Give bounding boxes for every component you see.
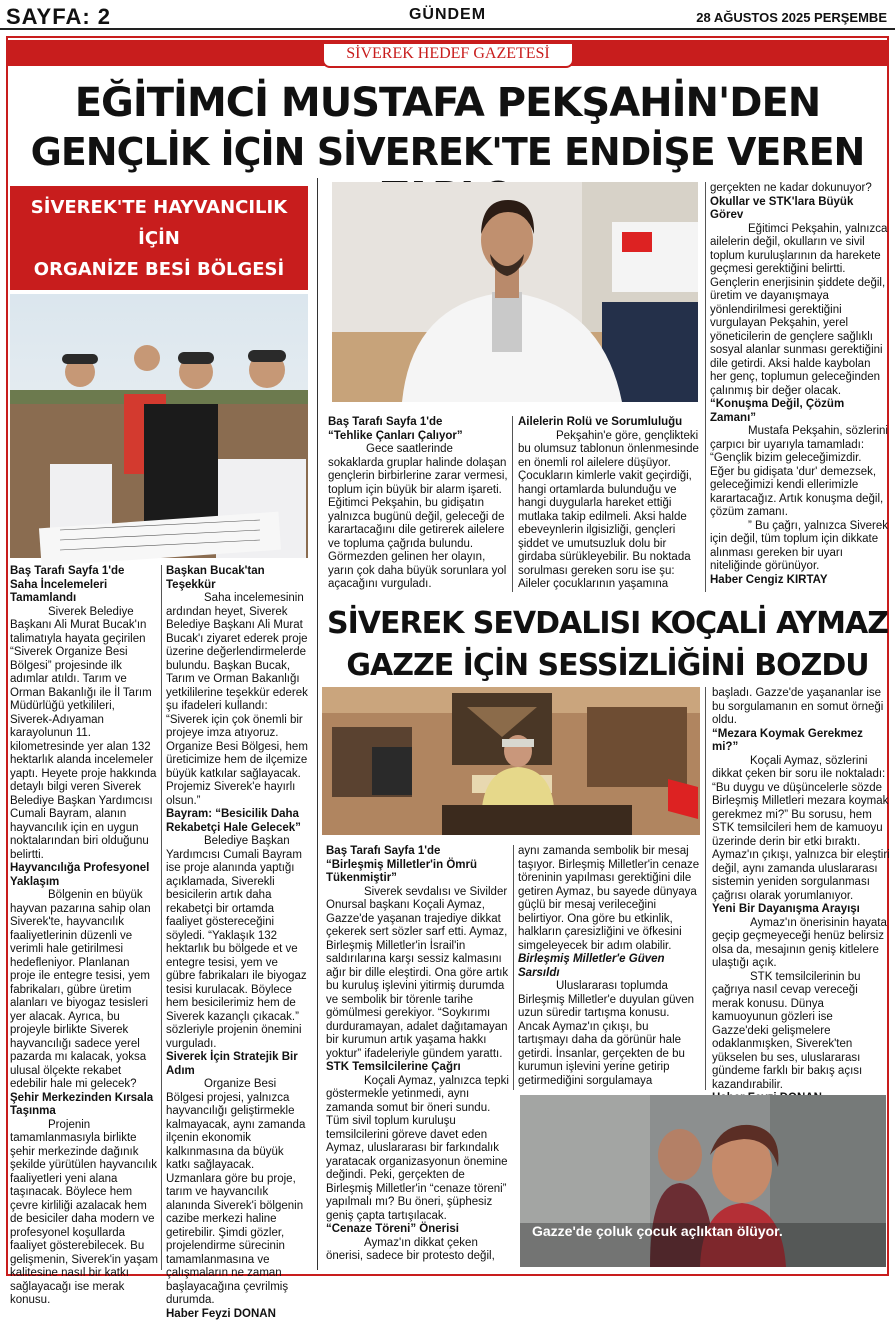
subheading: Saha İncelemeleri Tamamlandı bbox=[10, 579, 158, 606]
paragraph: gerçekten ne kadar dokunuyor? bbox=[710, 182, 888, 196]
paragraph: Belediye Başkan Yardımcısı Cumali Bayram ise proje alanında yaptığı açıklamada, Siverekli besicilerin artık daha rekabetçi bir ortamda faaliyet göstereceğini söyledi. “Yaklaşık 132 hektarlık bu bölgede et ve entegre tesisi, yem ve gübre fabrikaları ile biyogaz tesisi kurulacak. Böylece hem besicilerimiz hem de Siverek kazançlı çıkacak.” sözleriyle projenin önemini vurguladı. bbox=[166, 835, 310, 1051]
section-title: GÜNDEM bbox=[0, 6, 895, 24]
headline-2-line-1: SİVEREK SEVDALISI KOÇALİ AYMAZ bbox=[320, 606, 895, 641]
paragraph: STK temsilcilerinin bu çağrıya nasıl cevap vereceği merak konusu. Dünya kamuoyunun gözleri ise Gazze'deki gelişmelere odaklanmışken, Siverek'ten yükselen bu ses, uluslararası gündeme farklı bir bakış açısı kazandırabilir. bbox=[712, 971, 890, 1093]
gaza-photo-caption: Gazze'de çoluk çocuk açlıktan ölüyor. bbox=[532, 1223, 783, 1239]
paragraph: Saha incelemesinin ardından heyet, Siverek Belediye Başkanı Ali Murat Bucak'ı ziyaret ederek proje üzerine değerlendirmelerde bulundu. Başkan Bucak, Tarım ve Orman Bakanlığı yetkililerine teşekkür ederek şu ifadeleri kullandı: “Siverek için çok önemli bir projeye imza atıyoruz. Organize Besi Bölgesi, hem üreticimize hem de ilçemize büyük katkılar sağlayacak. Projemiz Siverek'e hayırlı olsun.” bbox=[166, 592, 310, 808]
subheading: Yeni Bir Dayanışma Arayışı bbox=[712, 903, 890, 917]
column-divider bbox=[512, 416, 513, 592]
paragraph: Koçali Aymaz, yalnızca tepki göstermekle yetinmedi, aynı zamanda somut bir öneri sundu. Tüm sivil toplum kuruluşu temsilcilerini göreve davet eden Aymaz, uluslararası bir farkındalık yaratacak organizasyonun önemine değindi. Peki, gerçekten de Birleşmiş Milletler'in “cenaze töreni” yapılmalı mı? Bu öneri, şüphesiz geniş çapta tartışılacak. bbox=[326, 1075, 510, 1224]
subheading: Okullar ve STK'lara Büyük Görev bbox=[710, 196, 888, 223]
subheading: Siverek İçin Stratejik Bir Adım bbox=[166, 1051, 310, 1078]
paragraph: Eğitimci Pekşahin, yalnızca ailelerin değil, okulların ve sivil toplum kuruluşlarının da harekete geçmesi gerektiğini belirtti. Gençlerin enerjisinin şiddete değil, üretim ve dayanışmaya yönlendirilmesi gerektiğini vurgulayan Pekşahin, yerel yöneticilerin de gençlere sağlıklı sosyal alanlar sunması gerektiğini dile getirdi. Aksi halde kaybolan her genç, toplumun geleceğinden çalınmış bir değer olacak. bbox=[710, 223, 888, 399]
paragraph: Projenin tamamlanmasıyla birlikte şehir merkezinde dağınık şekilde yürütülen hayvancılık faaliyetleri yeni alana taşınacak. Böylece hem çevre kirliliği azalacak hem de besiciler daha modern ve profesyonel koşullarda faaliyet gösterebilecek. Bu gelişmenin, Siverek'in yaşam kalitesine nasıl bir katkı sağlayacağı ise merak konusu. bbox=[10, 1119, 158, 1308]
sidebar-headline-line-1: SİVEREK'TE HAYVANCILIK İÇİN bbox=[10, 192, 308, 254]
paragraph: ” Bu çağrı, yalnızca Siverek için değil, tüm toplum için dikkate alınması gereken bir uyarı niteliğinde görünüyor. bbox=[710, 520, 888, 574]
sidebar-divider bbox=[317, 178, 318, 1270]
office-photo bbox=[322, 687, 700, 835]
paragraph: Siverek Belediye Başkanı Ali Murat Bucak'ın talimatıyla hayata geçirilen “Siverek Organize Besi Bölgesi” projesinde ilk adımlar atıldı. Tarım ve Orman Bakanlığı ile İl Tarım Müdürlüğü yetkilileri, Siverek-Adıyaman karayolunun 11. kilometresinde yer alan 132 hektarlık alanda incelemeler yaptı. Heyete proje hakkında detaylı bilgi veren Siverek Belediye Başkan Yardımcısı Cumali Bayram, alanın hayvancılık için en uygun noktalarından biri olduğunu belirtti. bbox=[10, 606, 158, 863]
subheading: Haber Cengiz KIRTAY bbox=[710, 574, 888, 588]
article-1-column-1 bbox=[328, 416, 508, 592]
subheading: Baş Tarafı Sayfa 1'de bbox=[10, 565, 158, 579]
subheading: STK Temsilcilerine Çağrı bbox=[326, 1061, 510, 1075]
paragraph: Aymaz'ın dikkat çeken önerisi, sadece bir protesto değil, bbox=[326, 1237, 510, 1264]
subheading: Ailelerin Rolü ve Sorumluluğu bbox=[518, 416, 702, 430]
subheading: Baş Tarafı Sayfa 1'de bbox=[326, 845, 510, 859]
sidebar-headline bbox=[10, 186, 308, 290]
column-divider bbox=[161, 565, 162, 1270]
subheading: “Konuşma Değil, Çözüm Zamanı” bbox=[710, 398, 888, 425]
gaza-children-photo bbox=[520, 1095, 886, 1267]
sidebar-column-1 bbox=[10, 565, 158, 1308]
subheading: Hayvancılığa Profesyonel Yaklaşım bbox=[10, 862, 158, 889]
headline-1-line-2: GENÇLİK İÇİN SİVEREK'TE ENDİŞE VEREN bbox=[0, 130, 895, 218]
subheading: Haber Feyzi DONAN bbox=[166, 1308, 310, 1321]
column-divider bbox=[513, 845, 514, 1090]
article-2-column-1 bbox=[326, 845, 510, 1264]
paragraph: Organize Besi Bölgesi projesi, yalnızca hayvancılığı geliştirmekle kalmayacak, aynı zamanda ilçenin ekonomik kalkınmasına da büyük katkı sağlayacak. Uzmanlara göre bu proje, tarım ve hayvancılık alanında Siverek'i bölgenin cazibe merkezi haline getirebilir. Şimdi gözler, projelendirme sürecinin tamamlanmasına ve çalışmaların ne zaman başlayacağına çevrilmiş durumda. bbox=[166, 1078, 310, 1308]
article-2-column-2 bbox=[518, 845, 702, 1088]
paragraph: Siverek sevdalısı ve Sivilder Onursal başkanı Koçali Aymaz, Gazze'de yaşanan trajediye dikkat çekerek sert sözler sarf etti. Aymaz, Birleşmiş Milletler'in İsrail'in saldırılarına karşı sessiz kalmasını ağır bir dille eleştirdi. Ona göre artık bu kuruluş işlevini yitirmiş durumda ve sembolik bir törenle tarihe gömülmesi gerekiyor. “Soykırımı durduramayan, adalet dağıtamayan bir kurumun artık yaşama hakkı yoktur” ifadeleriyle gündem yarattı. bbox=[326, 886, 510, 1062]
field-inspection-photo bbox=[10, 294, 308, 558]
educator-portrait-photo bbox=[332, 182, 698, 402]
sidebar-column-2 bbox=[166, 565, 310, 1321]
headline-2-line-2: GAZZE İÇİN SESSİZLİĞİNİ BOZDU bbox=[320, 648, 895, 683]
newspaper-name: SİVEREK HEDEF GAZETESİ bbox=[322, 42, 574, 68]
paragraph: Pekşahin'e göre, gençlikteki bu olumsuz tablonun önlenmesinde en önemli rol ailelere düşüyor. Çocukların kimlerle vakit geçirdiği, hangi ortamlarda bulunduğu ve hangi duygularla hareket ettiği mutlaka takip edilmeli. Aksi halde ebeveynlerin ilgisizliği, gençleri şiddet ve umutsuzluk dolu bir girdaba sürükleyebilir. Bu noktada sorulması gereken soru ise şu: Aileler çocuklarının yaşamına bbox=[518, 430, 702, 592]
article-1-column-2 bbox=[518, 416, 702, 592]
paragraph: başladı. Gazze'de yaşananlar ise bu sorgulamanın en somut örneği oldu. bbox=[712, 687, 890, 728]
subheading: “Cenaze Töreni” Önerisi bbox=[326, 1223, 510, 1237]
subheading: “Mezara Koymak Gerekmez mi?” bbox=[712, 728, 890, 755]
article-1-column-3 bbox=[710, 182, 888, 587]
paragraph: Koçali Aymaz, sözlerini dikkat çeken bir soru ile noktaladı: “Bu duygu ve düşüncelerle sözde Birleşmiş Milletleri mezara koymak gerekmez mi?” Bu sorusu, hem STK temsilcileri hem de kamuoyu üzerinde derin bir etki bıraktı. Aymaz'ın çıkışı, yalnızca bir eleştiri değil, aynı zamanda uluslararası sistemin yeniden sorgulanması çağrısı olarak yorumlanıyor. bbox=[712, 755, 890, 904]
page-number: SAYFA: 2 bbox=[6, 4, 111, 30]
subheading: Başkan Bucak'tan Teşekkür bbox=[166, 565, 310, 592]
paragraph: aynı zamanda sembolik bir mesaj taşıyor. Birleşmiş Milletler'in cenaze töreninin yapılması gerektiğini dile getiren Aymaz, bu sayede dünyaya güçlü bir mesaj verileceğini belirtiyor. Ona göre bu etkinlik, halkların çaresizliğini ve öfkesini simgeleyecek bir adım olabilir. bbox=[518, 845, 702, 953]
column-divider bbox=[705, 687, 706, 1090]
paragraph: Gece saatlerinde sokaklarda gruplar halinde dolaşan gençlerin birbirlerine zarar vermesi, toplum için büyük bir alarm işareti. Eğitimci Pekşahin, bu gidişatın yalnızca bugünü değil, geleceği de karartacağını dile getirerek ailelere ve topluma çağrıda bulundu. Görmezden gelinen her olayın, yarın çok daha büyük sorunlara yol açacağını vurguladı. bbox=[328, 443, 508, 592]
sidebar-headline-line-2: ORGANİZE BESİ BÖLGESİ bbox=[10, 254, 308, 285]
subheading: Bayram: “Besicilik Daha Rekabetçi Hale Gelecek” bbox=[166, 808, 310, 835]
subheading: “Birleşmiş Milletler'in Ömrü Tükenmiştir” bbox=[326, 859, 510, 886]
subheading: Birleşmiş Milletler'e Güven Sarsıldı bbox=[518, 953, 702, 980]
paragraph: Mustafa Pekşahin, sözlerini çarpıcı bir uyarıyla tamamladı: “Gençlik bizim geleceğimizdir. Eğer bu gidişata 'dur' demezsek, geleceğimizi kendi ellerimizle karartacağız. Artık konuşma değil, çözüm zamanı. bbox=[710, 425, 888, 520]
issue-date: 28 AĞUSTOS 2025 PERŞEMBE bbox=[696, 10, 887, 25]
subheading: Baş Tarafı Sayfa 1'de bbox=[328, 416, 508, 430]
column-divider bbox=[705, 182, 706, 592]
paragraph: Uluslararası toplumda Birleşmiş Milletler'e duyulan güven uzun süredir tartışma konusu. Ancak Aymaz'ın çıkışı, bu tartışmayı daha da görünür hale getirdi. İnsanlar, gerçekten de bu kurumun işlevini yerine getirip getirmediğini sorgulamaya bbox=[518, 980, 702, 1088]
article-2-column-3 bbox=[712, 687, 890, 1106]
paragraph: Bölgenin en büyük hayvan pazarına sahip olan Siverek'te, hayvancılık faaliyetlerinin düzenli ve verimli hale getirilmesi hedefleniyor. Planlanan proje ile entegre tesisi, yem fabrikaları, gübre üretim alanları ve biyogaz tesisleri yer alacak. Ayrıca, bu projeyle birlikte Siverek hayvancılığı sadece yerel pazarda mı kalacak, yoksa ulusal ölçekte rekabet edebilir hale mi gelecek? bbox=[10, 889, 158, 1092]
paragraph: Aymaz'ın önerisinin hayata geçip geçmeyeceği henüz belirsiz olsa da, mesajının geniş kitlelere ulaştığı açık. bbox=[712, 917, 890, 971]
subheading: “Tehlike Çanları Çalıyor” bbox=[328, 430, 508, 444]
subheading: Şehir Merkezinden Kırsala Taşınma bbox=[10, 1092, 158, 1119]
headline-1-line-1: EĞİTİMCİ MUSTAFA PEKŞAHİN'DEN bbox=[0, 80, 895, 126]
